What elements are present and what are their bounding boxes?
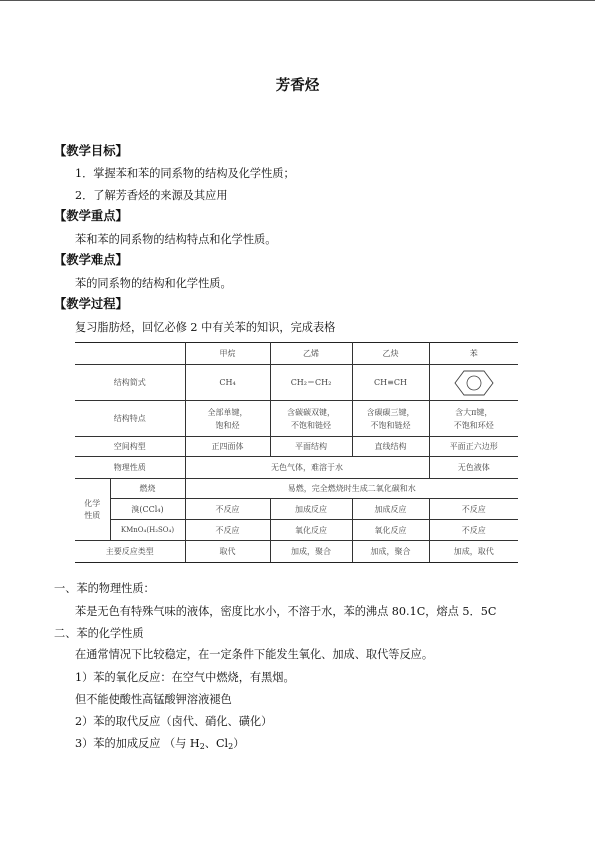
table-cell: 易燃，完全燃烧时生成二氧化碳和水 (185, 479, 518, 499)
table-cell: 氧化反应 (270, 520, 352, 541)
table-cell: 加成，取代 (429, 541, 518, 563)
comparison-table (75, 342, 518, 563)
row-group-label (75, 479, 110, 541)
table-header-row (75, 343, 518, 365)
table-cell: 不反应 (429, 499, 518, 520)
section-1-text: 苯是无色有特殊气味的液体，密度比水小，不溶于水，苯的沸点 80.1C，熔点 5．5C (75, 605, 497, 618)
table-cell: 加成反应 (270, 499, 352, 520)
table-row (75, 541, 518, 563)
key-points-text: 苯和苯的同系物的结构特点和化学性质。 (75, 233, 277, 246)
cell-line: 含大π键， (455, 407, 493, 417)
section-2-intro: 在通常情况下比较稳定，在一定条件下能发生氧化、加成、取代等反应。 (75, 648, 434, 661)
process-heading: 【教学过程】 (54, 297, 128, 311)
benzene-ring-icon (454, 369, 494, 397)
page-title: 芳香烃 (275, 78, 320, 94)
table-cell: 无色气体，难溶于水 (185, 457, 429, 479)
table-cell: 无色液体 (429, 457, 518, 479)
table-cell: 取代 (185, 541, 270, 563)
row-label: 主要反应类型 (75, 541, 185, 563)
table-cell: 加成，聚合 (270, 541, 352, 563)
subscript: 2 (199, 742, 205, 751)
cell-line: 不饱和环烃 (453, 420, 494, 430)
table-cell: 加成反应 (352, 499, 429, 520)
row-label: 空间构型 (75, 437, 185, 457)
table-cell: 氧化反应 (352, 520, 429, 541)
table-cell: 不反应 (185, 499, 270, 520)
difficulties-heading: 【教学难点】 (54, 253, 128, 267)
table-row (75, 437, 518, 457)
table-cell: 平面正六边形 (429, 437, 518, 457)
table-row (75, 365, 518, 401)
difficulties-text: 苯的同系物的结构和化学性质。 (75, 277, 232, 290)
section-2-item-1: 1）苯的氧化反应：在空气中燃烧，有黑烟。 (75, 671, 295, 684)
subscript: 2 (228, 742, 234, 751)
table-cell (185, 401, 270, 437)
table-cell: CH₄ (185, 365, 270, 401)
row-label: 结构特点 (75, 401, 185, 437)
cell-line: 不饱和链烃 (370, 420, 411, 430)
section-2-item-3 (75, 737, 244, 754)
row-label: 溴(CCl₄) (110, 499, 185, 520)
row-label: 燃烧 (110, 479, 185, 499)
goal-item-2: 2．了解芳香烃的来源及其应用 (75, 189, 228, 202)
table-cell (429, 401, 518, 437)
section-2-item-2: 2）苯的取代反应（卤代、硝化、磺化） (75, 715, 273, 728)
cell-line: 含碳碳三键， (366, 407, 415, 417)
table-cell: 直线结构 (352, 437, 429, 457)
row-label: 物理性质 (75, 457, 185, 479)
cell-line: 含碳碳双键， (287, 407, 335, 417)
chem-label-text: 化学性质 (84, 498, 101, 520)
table-row (75, 520, 518, 541)
cell-line: 饱和烃 (215, 420, 240, 430)
table-header-cell: 乙炔 (352, 343, 429, 365)
goals-heading: 【教学目标】 (54, 144, 128, 158)
table-cell: 平面结构 (270, 437, 352, 457)
table-row (75, 499, 518, 520)
table-cell: 不反应 (429, 520, 518, 541)
table-header-cell: 乙烯 (270, 343, 352, 365)
table-cell: 加成，聚合 (352, 541, 429, 563)
row-label: KMnO₄(H₂SO₄) (110, 520, 185, 541)
table-cell (429, 365, 518, 401)
table-row (75, 457, 518, 479)
table-cell: CH≡CH (352, 365, 429, 401)
table-cell (352, 401, 429, 437)
table-header-cell (75, 343, 185, 365)
section-2-heading: 二、苯的化学性质 (54, 627, 144, 640)
cell-line: 全部单键， (207, 407, 248, 417)
item-3-mid: 、Cl (204, 737, 229, 750)
table-row (75, 401, 518, 437)
goal-item-1: 1．掌握苯和苯的同系物的结构及化学性质； (75, 167, 295, 180)
table-cell: 正四面体 (185, 437, 270, 457)
item-3-prefix: 3）苯的加成反应 （与 H (75, 737, 200, 750)
table-header-cell: 苯 (429, 343, 518, 365)
item-3-suffix: ） (233, 737, 245, 750)
table-cell: CH₂＝CH₂ (270, 365, 352, 401)
table-row (75, 479, 518, 499)
table-cell: 不反应 (185, 520, 270, 541)
header-rule (0, 0, 595, 1)
table-header-cell: 甲烷 (185, 343, 270, 365)
key-points-heading: 【教学重点】 (54, 209, 128, 223)
section-2-item-1b: 但不能使酸性高锰酸钾溶液褪色 (75, 693, 232, 706)
section-1-heading: 一、苯的物理性质： (54, 582, 155, 595)
table-cell (270, 401, 352, 437)
row-label: 结构简式 (75, 365, 185, 401)
cell-line: 不饱和链烃 (291, 420, 331, 430)
process-intro: 复习脂肪烃，回忆必修 2 中有关苯的知识，完成表格 (75, 321, 336, 334)
